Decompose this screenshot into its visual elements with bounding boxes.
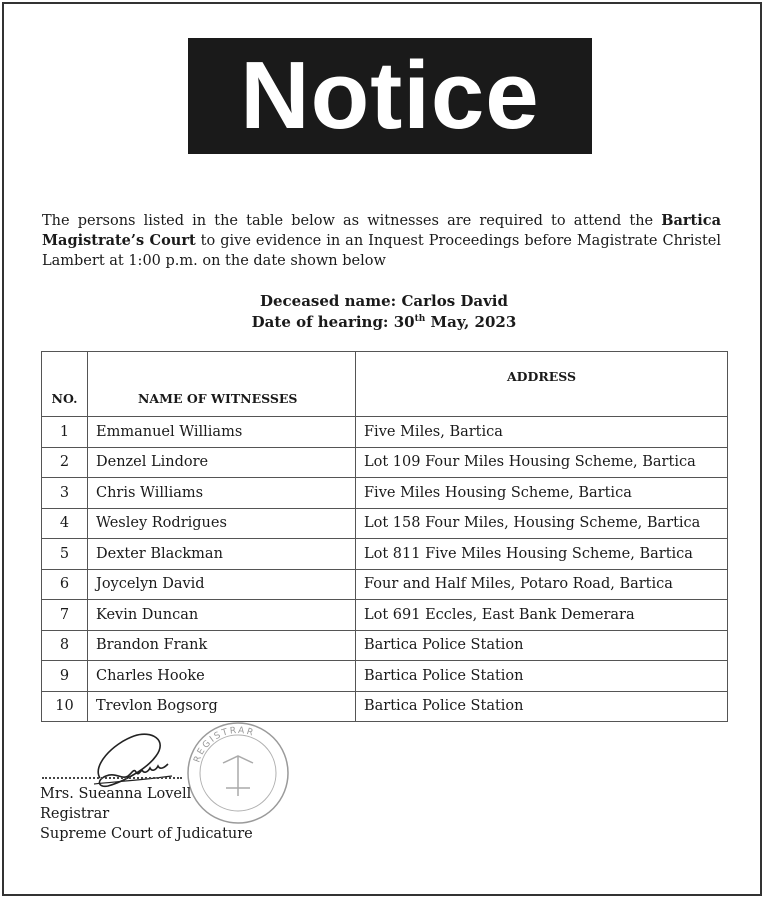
witness-address: Bartica Police Station bbox=[356, 691, 728, 722]
witness-no: 8 bbox=[42, 630, 88, 661]
signatory-name: Mrs. Sueanna Lovell bbox=[40, 786, 192, 802]
hearing-date-line bbox=[0, 313, 768, 331]
notice-banner bbox=[188, 38, 592, 154]
deceased-name: Carlos David bbox=[401, 292, 508, 310]
witness-name: Chris Williams bbox=[88, 478, 356, 509]
intro-text-1: The persons listed in the table below as witnesses are required to attend the bbox=[42, 213, 662, 229]
hearing-date-day: 30 bbox=[393, 313, 415, 331]
hearing-date-rest: May, 2023 bbox=[425, 313, 517, 331]
witness-name: Kevin Duncan bbox=[88, 600, 356, 631]
deceased-label: Deceased name: bbox=[259, 292, 402, 310]
witness-name: Trevlon Bogsorg bbox=[88, 691, 356, 722]
table-row bbox=[42, 630, 728, 661]
witness-address: Lot 691 Eccles, East Bank Demerara bbox=[356, 600, 728, 631]
witness-address: Lot 158 Four Miles, Housing Scheme, Bartica bbox=[356, 508, 728, 539]
witness-table bbox=[41, 351, 728, 722]
header-name: NAME OF WITNESSES bbox=[88, 352, 356, 417]
header-no: NO. bbox=[42, 352, 88, 417]
table-row bbox=[42, 661, 728, 692]
witness-no: 2 bbox=[42, 447, 88, 478]
witness-address: Five Miles Housing Scheme, Bartica bbox=[356, 478, 728, 509]
witness-name: Wesley Rodrigues bbox=[88, 508, 356, 539]
table-row bbox=[42, 417, 728, 448]
header-address: ADDRESS bbox=[356, 352, 728, 417]
signatory-office: Supreme Court of Judicature bbox=[40, 826, 253, 842]
witness-no: 3 bbox=[42, 478, 88, 509]
witness-no: 10 bbox=[42, 691, 88, 722]
witness-name: Charles Hooke bbox=[88, 661, 356, 692]
table-row bbox=[42, 447, 728, 478]
witness-name: Denzel Lindore bbox=[88, 447, 356, 478]
table-row bbox=[42, 539, 728, 570]
witness-address: Four and Half Miles, Potaro Road, Bartica bbox=[356, 569, 728, 600]
table-row bbox=[42, 569, 728, 600]
witness-address: Lot 811 Five Miles Housing Scheme, Bartica bbox=[356, 539, 728, 570]
witness-name: Emmanuel Williams bbox=[88, 417, 356, 448]
table-row bbox=[42, 600, 728, 631]
witness-no: 9 bbox=[42, 661, 88, 692]
signatory-title: Registrar bbox=[40, 806, 110, 822]
witness-name: Dexter Blackman bbox=[88, 539, 356, 570]
witness-name: Joycelyn David bbox=[88, 569, 356, 600]
court-name: Bartica Magistrate’s Court bbox=[42, 212, 721, 249]
intro-text-2: to give evidence in an Inquest Proceedings before Magistrate Christel Lambert at 1:00 p.m. on the date shown below bbox=[42, 233, 721, 269]
witness-address: Five Miles, Bartica bbox=[356, 417, 728, 448]
witness-address: Bartica Police Station bbox=[356, 630, 728, 661]
witness-no: 6 bbox=[42, 569, 88, 600]
witness-name: Brandon Frank bbox=[88, 630, 356, 661]
table-header-row bbox=[42, 352, 728, 417]
witness-no: 7 bbox=[42, 600, 88, 631]
deceased-line bbox=[0, 292, 768, 310]
witness-address: Bartica Police Station bbox=[356, 661, 728, 692]
hearing-date-suffix: th bbox=[414, 314, 426, 324]
signature-block bbox=[40, 720, 340, 850]
witness-no: 1 bbox=[42, 417, 88, 448]
table-row bbox=[42, 691, 728, 722]
hearing-date-label: Date of hearing: bbox=[251, 313, 394, 331]
table-row bbox=[42, 478, 728, 509]
intro-paragraph bbox=[42, 211, 721, 271]
stamp-text: REGISTRAR bbox=[192, 725, 257, 765]
signature-line bbox=[42, 777, 182, 779]
witness-no: 5 bbox=[42, 539, 88, 570]
table-row bbox=[42, 508, 728, 539]
notice-title: Notice bbox=[240, 42, 540, 149]
witness-no: 4 bbox=[42, 508, 88, 539]
witness-address: Lot 109 Four Miles Housing Scheme, Bartica bbox=[356, 447, 728, 478]
